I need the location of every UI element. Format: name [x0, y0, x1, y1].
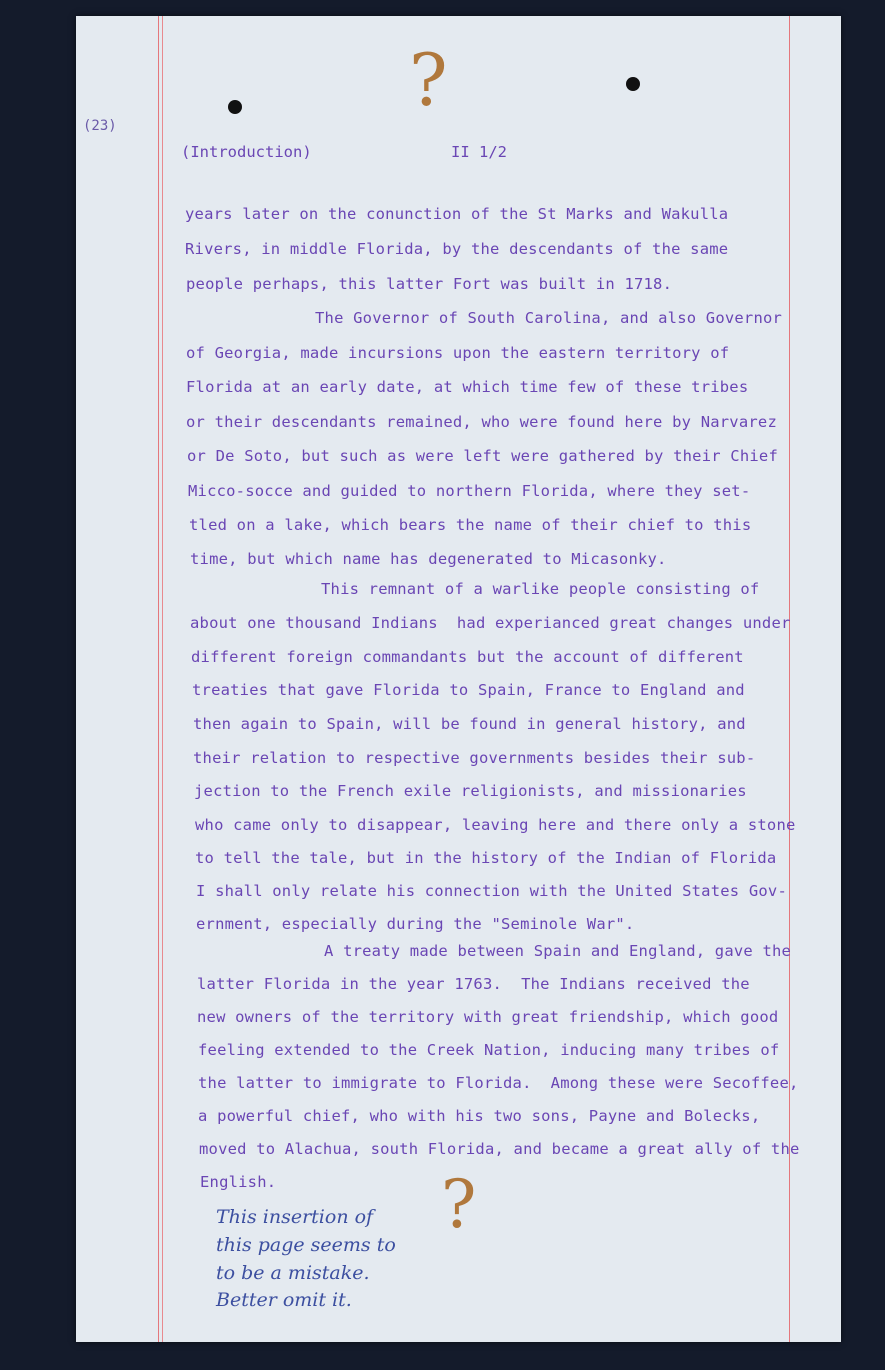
text-line: years later on the conunction of the St Marks and Wakulla	[185, 205, 729, 223]
question-mark-top: ?	[409, 38, 448, 122]
text-line: of Georgia, made incursions upon the eastern territory of	[186, 344, 730, 362]
text-line: jection to the French exile religionists, and missionaries	[194, 782, 747, 800]
margin-rule-left-inner	[162, 16, 163, 1342]
document-page	[76, 16, 841, 1342]
text-line: ernment, especially during the "Seminole War".	[196, 915, 635, 933]
text-line: latter Florida in the year 1763. The Indians received the	[197, 975, 750, 993]
text-line: Micco-socce and guided to northern Florida, where they set-	[188, 482, 751, 500]
punch-hole-right	[626, 77, 640, 91]
text-line: new owners of the territory with great friendship, which good	[197, 1008, 779, 1026]
text-line: or their descendants remained, who were found here by Narvarez	[186, 413, 777, 431]
margin-rule-left	[158, 16, 159, 1342]
text-line: then again to Spain, will be found in general history, and	[193, 715, 746, 733]
text-line: feeling extended to the Creek Nation, inducing many tribes of	[198, 1041, 780, 1059]
punch-hole-left	[228, 100, 242, 114]
text-line: The Governor of South Carolina, and also Governor	[315, 309, 783, 327]
text-line: English.	[200, 1173, 277, 1191]
text-line: I shall only relate his connection with the United States Gov-	[196, 882, 787, 900]
text-line: to tell the tale, but in the history of the Indian of Florida	[195, 849, 777, 867]
page-number: (23)	[83, 118, 117, 134]
section-number: II 1/2	[451, 143, 507, 161]
text-line: treaties that gave Florida to Spain, France to England and	[192, 681, 745, 699]
text-line: or De Soto, but such as were left were gathered by their Chief	[187, 447, 778, 465]
text-line: moved to Alachua, south Florida, and became a great ally of the	[199, 1140, 800, 1158]
text-line: time, but which name has degenerated to Micasonky.	[190, 550, 667, 568]
text-line: This remnant of a warlike people consisting of	[321, 580, 760, 598]
text-line: their relation to respective governments besides their sub-	[193, 749, 756, 767]
handwritten-line: This insertion of	[216, 1206, 374, 1228]
text-line: Rivers, in middle Florida, by the descendants of the same	[185, 240, 729, 258]
text-line: the latter to immigrate to Florida. Among these were Secoffee,	[198, 1074, 799, 1092]
text-line: who came only to disappear, leaving here and there only a stone	[195, 816, 796, 834]
text-line: people perhaps, this latter Fort was built in 1718.	[186, 275, 673, 293]
text-line: a powerful chief, who with his two sons, Payne and Bolecks,	[198, 1107, 761, 1125]
question-mark-bottom: ?	[441, 1166, 477, 1243]
text-line: A treaty made between Spain and England, gave the	[324, 942, 792, 960]
text-line: about one thousand Indians had experianced great changes under	[190, 614, 791, 632]
handwritten-line: Better omit it.	[216, 1289, 352, 1311]
text-line: Florida at an early date, at which time few of these tribes	[186, 378, 749, 396]
section-header: (Introduction)	[181, 143, 312, 161]
text-line: tled on a lake, which bears the name of their chief to this	[189, 516, 752, 534]
text-line: different foreign commandants but the account of different	[191, 648, 744, 666]
handwritten-line: to be a mistake.	[216, 1262, 370, 1284]
handwritten-line: this page seems to	[216, 1234, 396, 1256]
